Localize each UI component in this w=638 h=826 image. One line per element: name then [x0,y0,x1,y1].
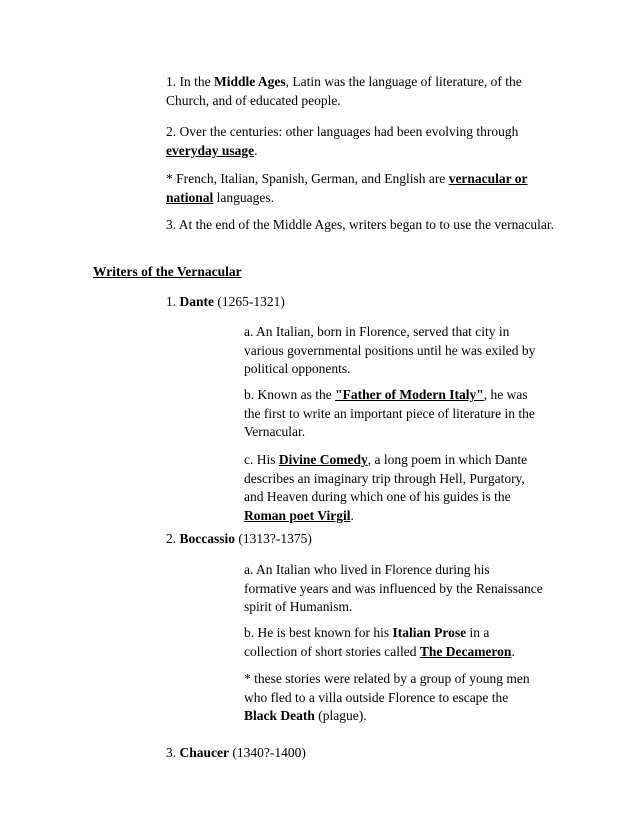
text-run: c. His [244,452,279,467]
writer-name: Boccassio [179,531,235,546]
text-run: 3. At the end of the Middle Ages, writers began to to use the vernacular. [166,217,555,232]
underlined-term: The Decameron [419,643,512,659]
intro-paragraph-1 [166,73,556,110]
text-run: , Latin was the language of literature, of the Church, and of educated people. [166,74,522,108]
text-run: (plague). [314,708,367,723]
heading-text: Writers of the Vernacular [93,264,242,279]
intro-paragraph-2 [166,123,556,160]
dante-point-a [244,323,544,379]
writer-heading-chaucer [166,744,556,763]
writer-name: Chaucer [179,745,229,760]
boccaccio-point-b [244,624,544,661]
boccaccio-point-c [244,670,544,726]
boccaccio-point-a [244,561,544,617]
text-run: , a long poem in which Dante describes an imaginary trip through Hell, Purgatory, and Heaven during which one of his guides is the [244,452,528,504]
text-run: b. He is best known for his [244,625,393,640]
text-run: * these stories were related by a group of young men who fled to a villa outside Florence to escape the [244,671,530,705]
underlined-term: Roman poet Virgil [244,507,351,523]
text-run: 1. In the [166,74,214,89]
writer-heading-dante [166,293,556,312]
bold-term: Italian Prose [392,625,467,640]
bold-term: Black Death [244,708,315,723]
bold-term: Middle Ages [214,74,286,89]
text-run: a. An Italian, born in Florence, served that city in various governmental positions until he was exiled by political opponents. [244,324,536,376]
text-run: , he was the first to write an important piece of literature in the Vernacular. [244,387,535,439]
section-heading [93,263,493,282]
text-run: languages. [213,189,274,205]
writer-name: Dante [179,294,214,309]
underlined-term: Divine Comedy [278,452,368,467]
text-run: * French, Italian, Spanish, German, and English are [166,171,449,186]
intro-paragraph-3 [166,170,556,207]
dante-point-b [244,386,544,442]
intro-paragraph-4 [166,216,556,235]
text-run: b. Known as the [244,387,336,402]
text-run: 3. [166,745,180,760]
writer-dates: (1340?-1400) [229,745,306,760]
writer-dates: (1265-1321) [214,294,285,309]
writer-dates: (1313?-1375) [235,531,312,546]
writer-heading-boccaccio [166,530,556,549]
underlined-term: vernacular or national [166,171,528,205]
text-run: 2. Over the centuries: other languages had been evolving through [166,124,519,139]
text-run: . [350,507,354,523]
text-run: . [511,643,515,659]
dante-point-c [244,451,544,525]
text-run: 1. [166,294,180,309]
text-run: 2. [166,531,180,546]
underlined-term: everyday usage [166,142,255,158]
text-run: in a collection of short stories called [244,625,490,659]
underlined-term: "Father of Modern Italy" [335,387,484,402]
text-run: . [254,142,258,158]
text-run: a. An Italian who lived in Florence during his formative years and was influenced by the Renaissance spirit of Humanism. [244,562,543,614]
